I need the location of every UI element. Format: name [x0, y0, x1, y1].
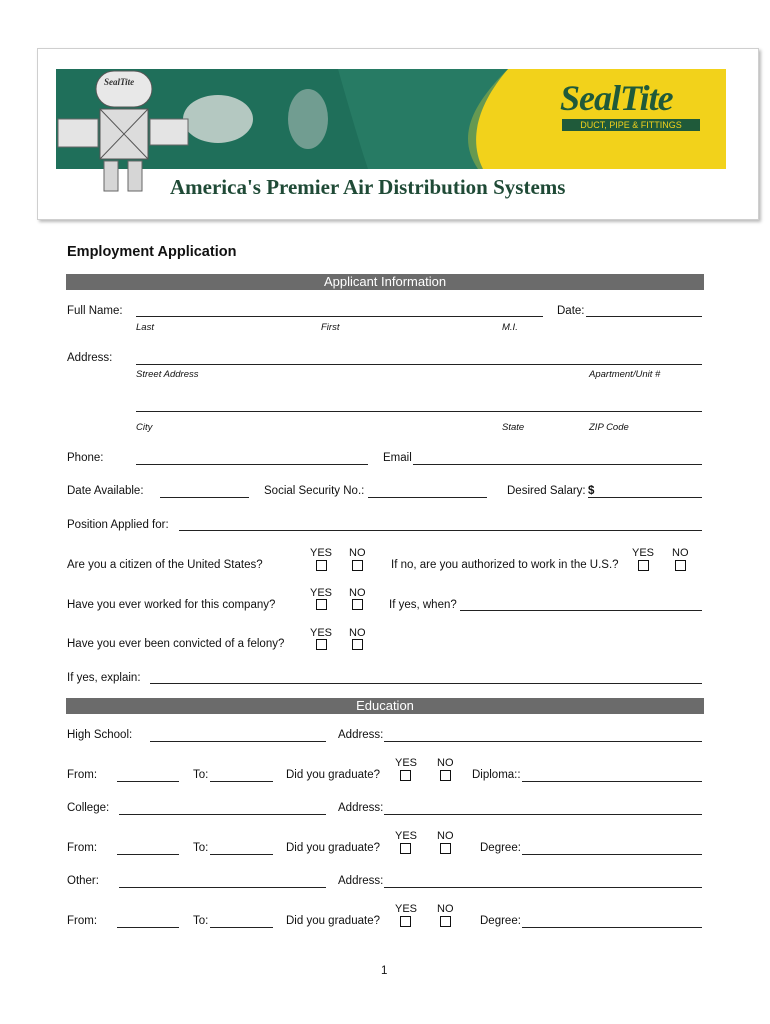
college-graduate-question: Did you graduate? — [286, 842, 380, 854]
if-yes-when-label: If yes, when? — [389, 599, 457, 611]
desired-salary-field[interactable] — [588, 497, 702, 498]
high-school-address-label: Address: — [338, 729, 384, 741]
felony-no-checkbox[interactable] — [352, 639, 363, 650]
authorized-no-checkbox[interactable] — [675, 560, 686, 571]
other-degree-field[interactable] — [522, 927, 702, 928]
authorized-yes-checkbox[interactable] — [638, 560, 649, 571]
college-address-label: Address: — [338, 802, 384, 814]
middle-initial-caption: M.I. — [502, 322, 518, 333]
hs-to-label: To: — [193, 769, 209, 781]
college-degree-field[interactable] — [522, 854, 702, 855]
felony-no-label: NO — [349, 627, 366, 639]
apartment-caption: Apartment/Unit # — [589, 369, 661, 380]
hs-to-field[interactable] — [210, 781, 273, 782]
authorized-yes-label: YES — [632, 547, 655, 559]
college-graduate-yes-checkbox[interactable] — [400, 843, 411, 854]
other-to-field[interactable] — [210, 927, 273, 928]
college-to-label: To: — [193, 842, 209, 854]
first-name-caption: First — [321, 322, 340, 333]
hs-graduate-question: Did you graduate? — [286, 769, 380, 781]
email-field[interactable] — [413, 464, 702, 465]
desired-salary-label: Desired Salary: — [507, 485, 586, 497]
college-graduate-yes-label: YES — [395, 830, 418, 842]
hs-graduate-no-label: NO — [437, 757, 454, 769]
other-from-label: From: — [67, 915, 98, 927]
helmet-logo-text: SealTite — [104, 77, 135, 87]
header-banner — [37, 48, 759, 220]
other-to-label: To: — [193, 915, 209, 927]
other-graduate-yes-checkbox[interactable] — [400, 916, 411, 927]
other-label: Other: — [67, 875, 99, 887]
city-caption: City — [136, 422, 153, 433]
position-label: Position Applied for: — [67, 519, 169, 531]
worked-no-checkbox[interactable] — [352, 599, 363, 610]
brand-tagline: DUCT, PIPE & FITTINGS — [562, 119, 700, 131]
felony-yes-label: YES — [310, 627, 333, 639]
worked-yes-label: YES — [310, 587, 333, 599]
college-field[interactable] — [119, 814, 326, 815]
citizen-question: Are you a citizen of the United States? — [67, 559, 263, 571]
email-label: Email — [383, 452, 412, 464]
other-degree-label: Degree: — [480, 915, 521, 927]
college-from-field[interactable] — [117, 854, 179, 855]
date-available-label: Date Available: — [67, 485, 144, 497]
diploma-field[interactable] — [522, 781, 702, 782]
brand-logo: SealTite — [560, 78, 673, 118]
explain-field[interactable] — [150, 683, 702, 684]
high-school-label: High School: — [67, 729, 133, 741]
diploma-label: Diploma:: — [472, 769, 521, 781]
phone-field[interactable] — [136, 464, 368, 465]
other-from-field[interactable] — [117, 927, 179, 928]
full-name-label: Full Name: — [67, 305, 123, 317]
applicant-info-header: Applicant Information — [66, 274, 704, 290]
college-degree-label: Degree: — [480, 842, 521, 854]
college-graduate-no-label: NO — [437, 830, 454, 842]
form-title: Employment Application — [67, 244, 237, 260]
other-address-label: Address: — [338, 875, 384, 887]
hs-graduate-yes-checkbox[interactable] — [400, 770, 411, 781]
other-address-field[interactable] — [384, 887, 702, 888]
ssn-label: Social Security No.: — [264, 485, 365, 497]
zip-caption: ZIP Code — [589, 422, 629, 433]
if-yes-when-field[interactable] — [460, 610, 702, 611]
phone-label: Phone: — [67, 452, 104, 464]
high-school-address-field[interactable] — [384, 741, 702, 742]
other-graduate-question: Did you graduate? — [286, 915, 380, 927]
date-field[interactable] — [586, 316, 702, 317]
address-label: Address: — [67, 352, 113, 364]
banner-slogan: America's Premier Air Distribution Systems — [170, 175, 566, 199]
education-header: Education — [66, 698, 704, 714]
college-to-field[interactable] — [210, 854, 273, 855]
street-address-field[interactable] — [136, 364, 702, 365]
salary-currency-sign: $ — [588, 485, 595, 497]
other-graduate-yes-label: YES — [395, 903, 418, 915]
last-name-caption: Last — [136, 322, 154, 333]
worked-question: Have you ever worked for this company? — [67, 599, 276, 611]
citizen-no-label: NO — [349, 547, 366, 559]
college-address-field[interactable] — [384, 814, 702, 815]
hs-graduate-yes-label: YES — [395, 757, 418, 769]
college-from-label: From: — [67, 842, 98, 854]
worked-no-label: NO — [349, 587, 366, 599]
felony-question: Have you ever been convicted of a felony? — [67, 638, 285, 650]
if-yes-explain-label: If yes, explain: — [67, 672, 141, 684]
other-graduate-no-checkbox[interactable] — [440, 916, 451, 927]
city-state-zip-field[interactable] — [136, 411, 702, 412]
other-school-field[interactable] — [119, 887, 326, 888]
college-graduate-no-checkbox[interactable] — [440, 843, 451, 854]
college-label: College: — [67, 802, 110, 814]
hs-graduate-no-checkbox[interactable] — [440, 770, 451, 781]
date-label: Date: — [557, 305, 585, 317]
authorized-no-label: NO — [672, 547, 689, 559]
high-school-field[interactable] — [150, 741, 326, 742]
worked-yes-checkbox[interactable] — [316, 599, 327, 610]
citizen-yes-label: YES — [310, 547, 333, 559]
page-number: 1 — [381, 965, 388, 977]
state-caption: State — [502, 422, 525, 433]
position-field[interactable] — [179, 530, 702, 531]
felony-yes-checkbox[interactable] — [316, 639, 327, 650]
ssn-field[interactable] — [368, 497, 487, 498]
date-available-field[interactable] — [160, 497, 249, 498]
full-name-field[interactable] — [136, 316, 543, 317]
street-address-caption: Street Address — [136, 369, 199, 380]
authorized-question: If no, are you authorized to work in the U.S.? — [391, 559, 619, 571]
hs-from-label: From: — [67, 769, 98, 781]
citizen-yes-checkbox[interactable] — [316, 560, 327, 571]
other-graduate-no-label: NO — [437, 903, 454, 915]
hs-from-field[interactable] — [117, 781, 179, 782]
citizen-no-checkbox[interactable] — [352, 560, 363, 571]
